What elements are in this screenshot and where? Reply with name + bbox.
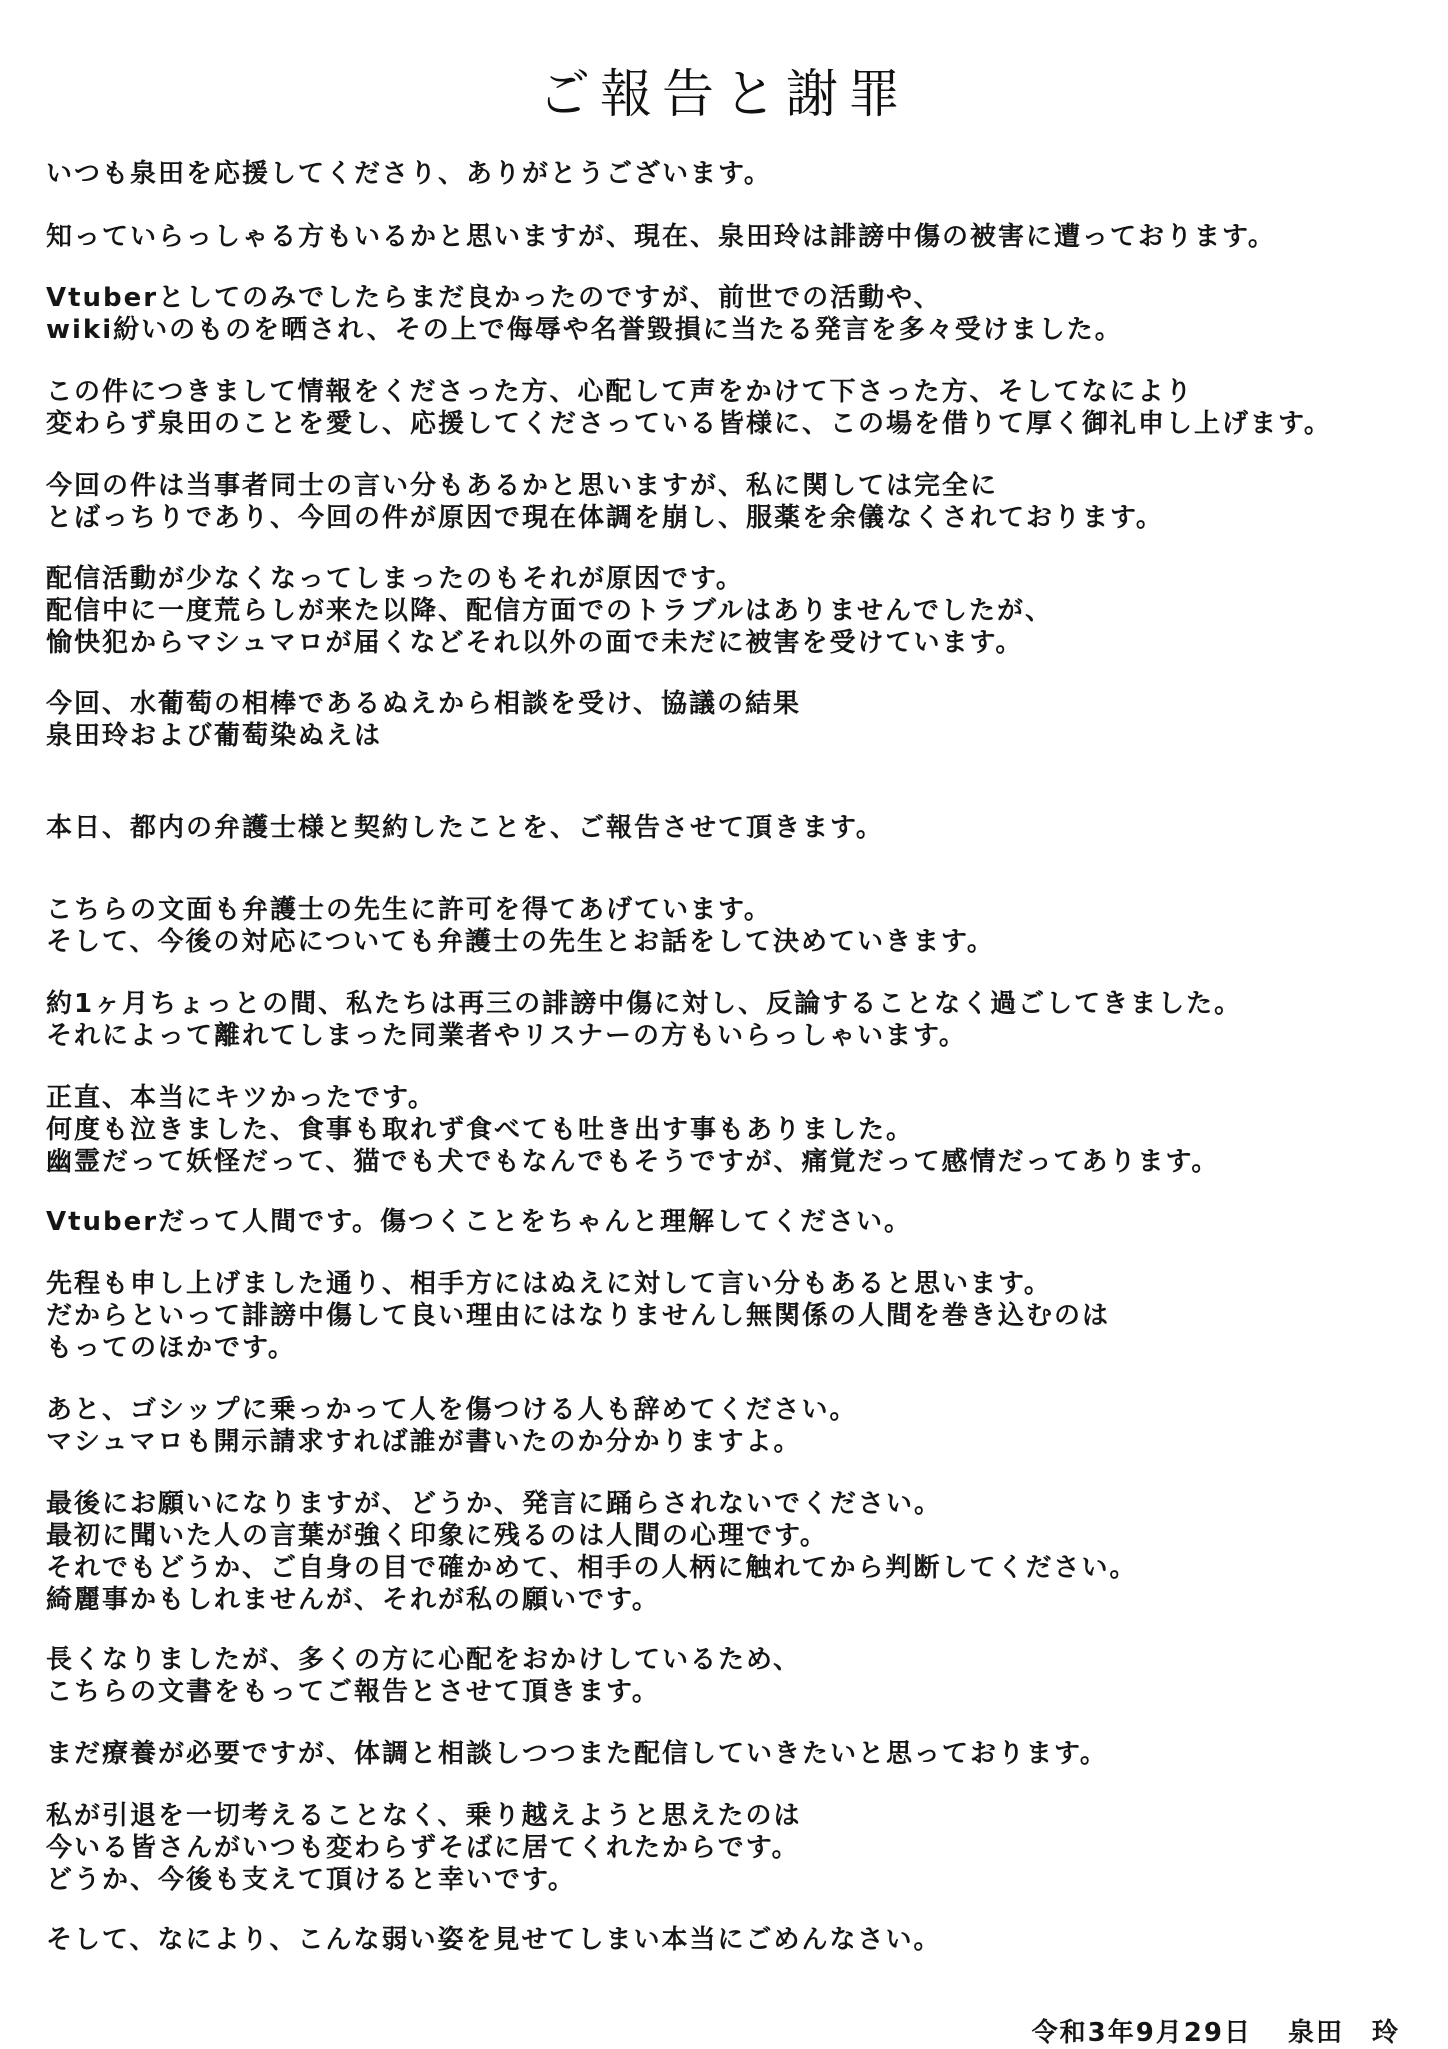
text-line: まだ療養が必要ですが、体調と相談しつつまた配信していきたいと思っております。 (46, 1739, 1108, 1769)
signature-name: 泉田 玲 (1287, 2018, 1400, 2048)
text-line: この件につきまして情報をくださった方、心配して声をかけて下さった方、そしてなにより (46, 377, 1194, 407)
text-line: 今いる皆さんがいつも変わらずそばに居てくれたからです。 (46, 1833, 800, 1863)
text-line: Vtuberとしてのみでしたらまだ良かったのですが、前世での活動や、 (46, 283, 942, 313)
paragraph-recovery (46, 1738, 1426, 1770)
text-line: 約1ヶ月ちょっとの間、私たちは再三の誹謗中傷に対し、反論することなく過ごしてきました。 (46, 989, 1243, 1019)
paragraph-gossip (46, 1394, 1426, 1458)
signature (1032, 2012, 1400, 2049)
paragraph-consultation (46, 688, 1426, 752)
paragraph-streaming (46, 563, 1426, 659)
paragraph-situation (46, 221, 1426, 253)
paragraph-apology (46, 1924, 1426, 1956)
text-line: マシュマロも開示請求すれば誰が書いたのか分かりますよ。 (46, 1427, 802, 1457)
paragraph-vtuber-exposure (46, 282, 1426, 346)
text-line: 愉快犯からマシュマロが届くなどそれ以外の面で未だに被害を受けています。 (46, 628, 1024, 658)
signature-date: 令和3年9月29日 (1031, 2018, 1252, 2048)
paragraph-human (46, 1206, 1426, 1238)
text-line: そして、なにより、こんな弱い姿を見せてしまい本当にごめんなさい。 (46, 1925, 942, 1955)
text-line: 長くなりましたが、多くの方に心配をおかけしているため、 (46, 1645, 801, 1675)
text-line: 最初に聞いた人の言葉が強く印象に残るのは人間の心理です。 (46, 1521, 828, 1551)
text-line: 何度も泣きました、食事も取れず食べても吐き出す事もありました。 (46, 1115, 915, 1145)
paragraph-closing-report (46, 1644, 1426, 1708)
text-line: 綺麗事かもしれませんが、それが私の願いです。 (46, 1585, 660, 1615)
text-line: こちらの文書をもってご報告とさせて頂きます。 (46, 1677, 660, 1707)
paragraph-health (46, 470, 1426, 534)
text-line: それによって離れてしまった同業者やリスナーの方もいらっしゃいます。 (46, 1021, 967, 1051)
text-line: もってのほかです。 (46, 1333, 296, 1363)
paragraph-silence (46, 988, 1426, 1052)
text-line: 変わらず泉田のことを愛し、応援してくださっている皆様に、この場を借りて厚く御礼申し上げます。 (46, 409, 1332, 439)
text-line: 先程も申し上げました通り、相手方にはぬえに対して言い分もあると思います。 (46, 1269, 1052, 1299)
text-line: 泉田玲および葡萄染ぬえは (46, 721, 383, 751)
text-line: いつも泉田を応援してくださり、ありがとうございます。 (46, 159, 772, 189)
text-line: wiki紛いのものを晒され、その上で侮辱や名誉毀損に当たる発言を多々受けました。 (46, 315, 1123, 345)
text-line: 最後にお願いになりますが、どうか、発言に踊らされないでください。 (46, 1489, 943, 1519)
text-line: あと、ゴシップに乗っかって人を傷つける人も辞めてください。 (46, 1395, 858, 1425)
text-line: 知っていらっしゃる方もいるかと思いますが、現在、泉田玲は誹謗中傷の被害に遭っております。 (46, 222, 1276, 252)
text-line: そして、今後の対応についても弁護士の先生とお話をして決めていきます。 (46, 927, 995, 957)
text-line: 本日、都内の弁護士様と契約したことを、ご報告させて頂きます。 (46, 813, 884, 843)
paragraph-request (46, 1488, 1426, 1616)
paragraph-honesty (46, 1082, 1426, 1178)
text-line: とばっちりであり、今回の件が原因で現在体調を崩し、服薬を余儀なくされております。 (46, 503, 1164, 533)
text-line: こちらの文面も弁護士の先生に許可を得てあげています。 (46, 895, 772, 925)
paragraph-gratitude (46, 376, 1426, 440)
document-title: ご報告と謝罪 (537, 65, 910, 125)
text-line: 正直、本当にキツかったです。 (46, 1083, 436, 1113)
text-line: 配信中に一度荒らしが来た以降、配信方面でのトラブルはありませんでしたが、 (46, 596, 1053, 626)
paragraph-no-excuse (46, 1268, 1426, 1364)
paragraph-not-retiring (46, 1800, 1426, 1896)
text-line: どうか、今後も支えて頂けると幸いです。 (46, 1865, 576, 1895)
text-line: 幽霊だって妖怪だって、猫でも犬でもなんでもそうですが、痛覚だって感情だってあります。 (46, 1147, 1220, 1177)
paragraph-thanks (46, 158, 1426, 190)
text-line: 今回、水葡萄の相棒であるぬえから相談を受け、協議の結果 (46, 689, 801, 719)
text-line: 配信活動が少なくなってしまったのもそれが原因です。 (46, 564, 744, 594)
text-line: Vtuberだって人間です。傷つくことをちゃんと理解してください。 (46, 1207, 913, 1237)
text-line: それでもどうか、ご自身の目で確かめて、相手の人柄に触れてから判断してください。 (46, 1553, 1138, 1583)
paragraph-lawyer-contract (46, 812, 1426, 844)
paragraph-lawyer-permission (46, 894, 1426, 958)
text-line: 私が引退を一切考えることなく、乗り越えようと思えたのは (46, 1801, 802, 1831)
text-line: だからといって誹謗中傷して良い理由にはなりませんし無関係の人間を巻き込むのは (46, 1301, 1111, 1331)
text-line: 今回の件は当事者同士の言い分もあるかと思いますが、私に関しては完全に (46, 471, 999, 501)
